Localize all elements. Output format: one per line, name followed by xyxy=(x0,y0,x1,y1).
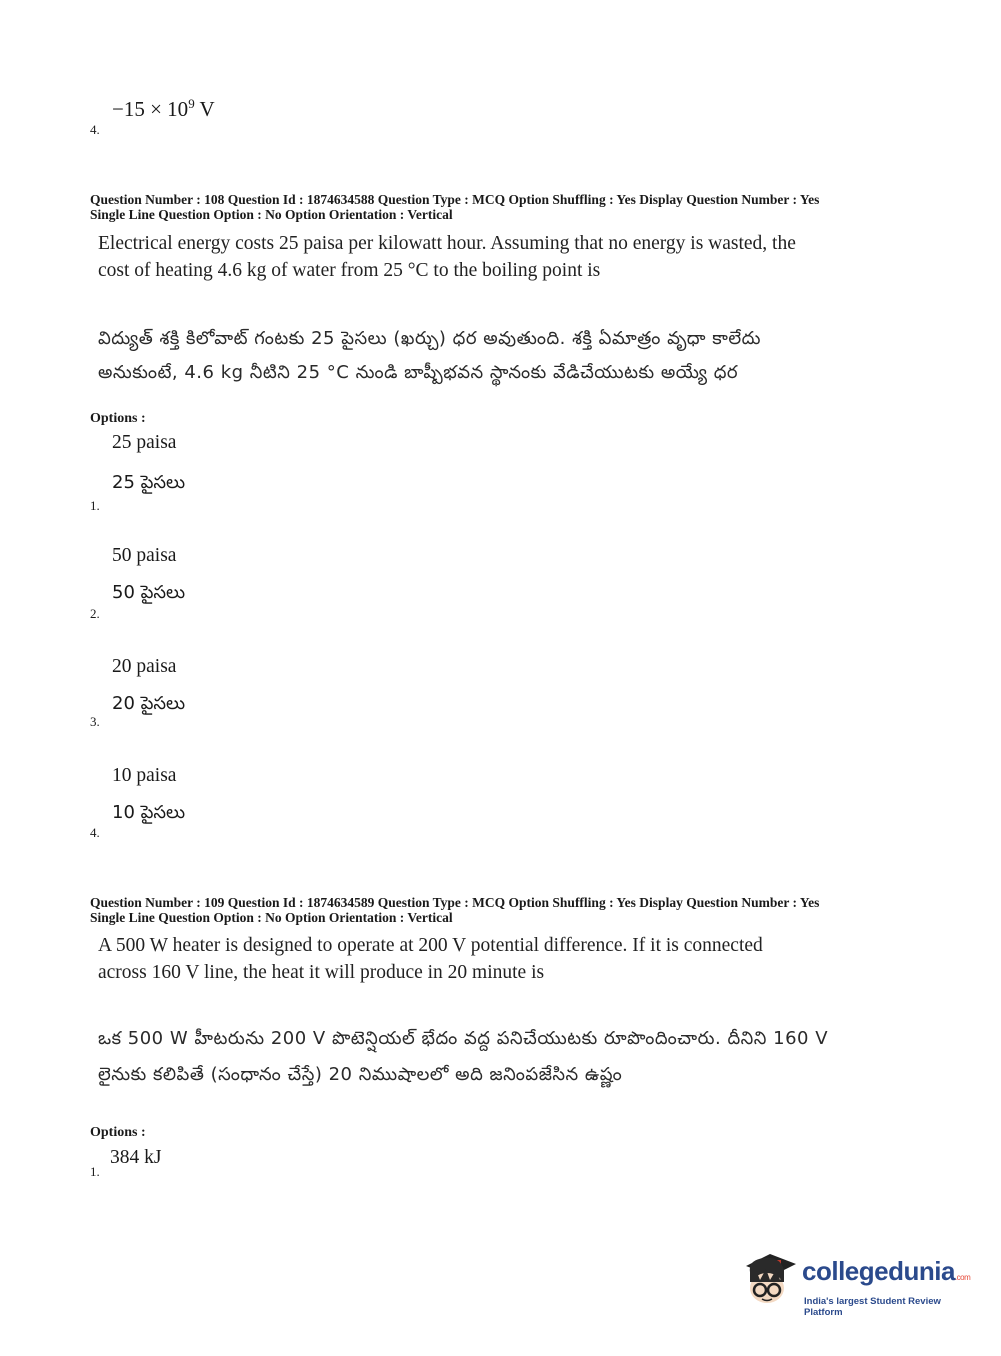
logo-tagline: India's largest Student Review Platform xyxy=(804,1296,941,1318)
q109-meta-line2: Single Line Question Option : No Option Orientation : Vertical xyxy=(90,910,453,925)
q108-text-en-2: cost of heating 4.6 kg of water from 25 °C to the boiling point is xyxy=(98,260,601,281)
prev-option-unit: V xyxy=(194,97,215,121)
q108-option-3-number: 3. xyxy=(90,714,100,729)
collegedunia-logo[interactable] xyxy=(740,1250,970,1320)
q108-option-1-en[interactable]: 25 paisa xyxy=(112,432,177,453)
q109-text-te-1: ఒక 500 W హీటరును 200 V పొటెన్షియల్ భేదం వద్ద పనిచేయుటకు రూపొందించారు. దీనిని 160 V xyxy=(98,1028,829,1049)
q108-option-2-en[interactable]: 50 paisa xyxy=(112,545,177,566)
logo-name-text: collegedunia xyxy=(802,1256,955,1286)
q108-option-1-te[interactable]: 25 పైసలు xyxy=(112,472,186,493)
prev-option-expression xyxy=(112,96,215,122)
logo-name xyxy=(802,1256,970,1287)
q108-meta-line2: Single Line Question Option : No Option Orientation : Vertical xyxy=(90,207,453,222)
q108-option-4-te[interactable]: 10 పైసలు xyxy=(112,802,186,823)
q109-text-en-1: A 500 W heater is designed to operate at 200 V potential difference. If it is connected xyxy=(98,935,763,956)
q108-text-te-1: విద్యుత్ శక్తి కిలోవాట్ గంటకు 25 పైసలు (ఖర్చు) ధర అవుతుంది. శక్తి ఏమాత్రం వృధా కాలేదు xyxy=(98,328,762,349)
q109-options-label: Options : xyxy=(90,1125,146,1140)
q108-option-3-en[interactable]: 20 paisa xyxy=(112,656,177,677)
q109-option-1-en[interactable]: 384 kJ xyxy=(110,1147,162,1168)
logo-suffix: .com xyxy=(954,1273,971,1282)
q108-text-te-2: అనుకుంటే, 4.6 kg నీటిని 25 °C నుండి బాష్పీభవన స్థానంకు వేడిచేయుటకు అయ్యే ధర xyxy=(98,362,739,383)
q109-text-en-2: across 160 V line, the heat it will produce in 20 minute is xyxy=(98,962,545,983)
q109-text-te-2: లైనుకు కలిపితే (సంధానం చేస్తే) 20 నిముషాలలో అది జనింపజేసిన ఉష్ణం xyxy=(98,1064,623,1085)
prev-option-base: −15 × 10 xyxy=(112,97,189,121)
q108-option-3-te[interactable]: 20 పైసలు xyxy=(112,693,186,714)
q108-option-4-en[interactable]: 10 paisa xyxy=(112,765,177,786)
q108-option-4-number: 4. xyxy=(90,825,100,840)
q109-meta-line1: Question Number : 109 Question Id : 1874634589 Question Type : MCQ Option Shuffling : Yes Display Question Number : Yes xyxy=(90,895,820,910)
prev-option-number: 4. xyxy=(90,122,100,137)
prev-option-exponent: 9 xyxy=(188,96,195,111)
mascot-icon xyxy=(740,1250,800,1310)
q109-option-1-number: 1. xyxy=(90,1164,100,1179)
q108-meta-line1: Question Number : 108 Question Id : 1874634588 Question Type : MCQ Option Shuffling : Yes Display Question Number : Yes xyxy=(90,192,820,207)
q108-option-2-te[interactable]: 50 పైసలు xyxy=(112,582,186,603)
q108-option-2-number: 2. xyxy=(90,606,100,621)
q108-option-1-number: 1. xyxy=(90,498,100,513)
q108-text-en-1: Electrical energy costs 25 paisa per kilowatt hour. Assuming that no energy is wasted, the xyxy=(98,233,796,254)
q108-options-label: Options : xyxy=(90,411,146,426)
